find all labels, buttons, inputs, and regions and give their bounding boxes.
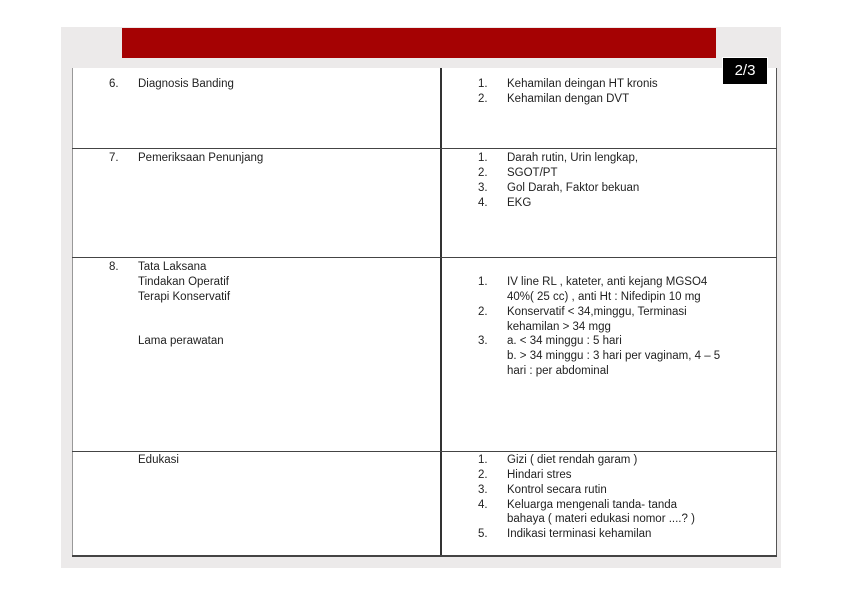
- list-item-line: kehamilan > 34 mgg: [507, 321, 611, 333]
- row-label-edukasi: Edukasi: [138, 454, 179, 466]
- row-label-lama-perawatan: Lama perawatan: [138, 335, 224, 347]
- list-item-line: bahaya ( materi edukasi nomor ....? ): [507, 513, 695, 525]
- row-divider: [72, 451, 777, 452]
- title-bar: [122, 28, 716, 58]
- list-number: 2.: [478, 306, 488, 318]
- list-item-line: b. > 34 minggu : 3 hari per vaginam, 4 – 5: [507, 350, 721, 362]
- list-number: 2.: [478, 167, 488, 179]
- row-label-tata-laksana: Tata Laksana: [138, 261, 207, 273]
- list-number: 3.: [478, 335, 488, 347]
- list-item: Gizi ( diet rendah garam ): [507, 454, 638, 466]
- row-divider: [72, 257, 777, 258]
- row-number: 6.: [109, 78, 119, 90]
- list-item: Kehamilan dengan DVT: [507, 93, 630, 105]
- list-item-line: Keluarga mengenali tanda- tanda: [507, 499, 678, 511]
- column-divider: [440, 68, 442, 556]
- row-label-diagnosis-banding: Diagnosis Banding: [138, 78, 234, 90]
- row-label-terapi-konservatif: Terapi Konservatif: [138, 291, 231, 303]
- list-number: 1.: [478, 152, 488, 164]
- list-number: 5.: [478, 528, 488, 540]
- list-item: Indikasi terminasi kehamilan: [507, 528, 652, 540]
- list-item-line: IV line RL , kateter, anti kejang MGSO4: [507, 276, 708, 288]
- list-number: 3.: [478, 484, 488, 496]
- row-number: 7.: [109, 152, 119, 164]
- list-number: 2.: [478, 93, 488, 105]
- row-label-pemeriksaan-penunjang: Pemeriksaan Penunjang: [138, 152, 264, 164]
- list-number: 2.: [478, 469, 488, 481]
- row-number: 8.: [109, 261, 119, 273]
- list-item-line: a. < 34 minggu : 5 hari: [507, 335, 622, 347]
- list-item: Hindari stres: [507, 469, 572, 481]
- list-item: EKG: [507, 197, 532, 209]
- row-label-tindakan-operatif: Tindakan Operatif: [138, 276, 229, 288]
- list-item: Darah rutin, Urin lengkap,: [507, 152, 639, 164]
- list-number: 4.: [478, 197, 488, 209]
- list-item-line: hari : per abdominal: [507, 365, 609, 377]
- list-number: 1.: [478, 276, 488, 288]
- list-number: 1.: [478, 454, 488, 466]
- list-number: 4.: [478, 499, 488, 511]
- row-divider: [72, 148, 777, 149]
- list-item: SGOT/PT: [507, 167, 558, 179]
- list-item: Gol Darah, Faktor bekuan: [507, 182, 640, 194]
- list-item: Kehamilan deingan HT kronis: [507, 78, 658, 90]
- row-divider: [72, 555, 777, 557]
- table-left-border: [72, 68, 73, 556]
- list-number: 1.: [478, 78, 488, 90]
- list-item-line: Konservatif < 34,minggu, Terminasi: [507, 306, 687, 318]
- table-right-border: [776, 68, 777, 556]
- list-number: 3.: [478, 182, 488, 194]
- list-item: Kontrol secara rutin: [507, 484, 607, 496]
- list-item-line: 40%( 25 cc) , anti Ht : Nifedipin 10 mg: [507, 291, 701, 303]
- page-indicator: 2/3: [722, 57, 768, 85]
